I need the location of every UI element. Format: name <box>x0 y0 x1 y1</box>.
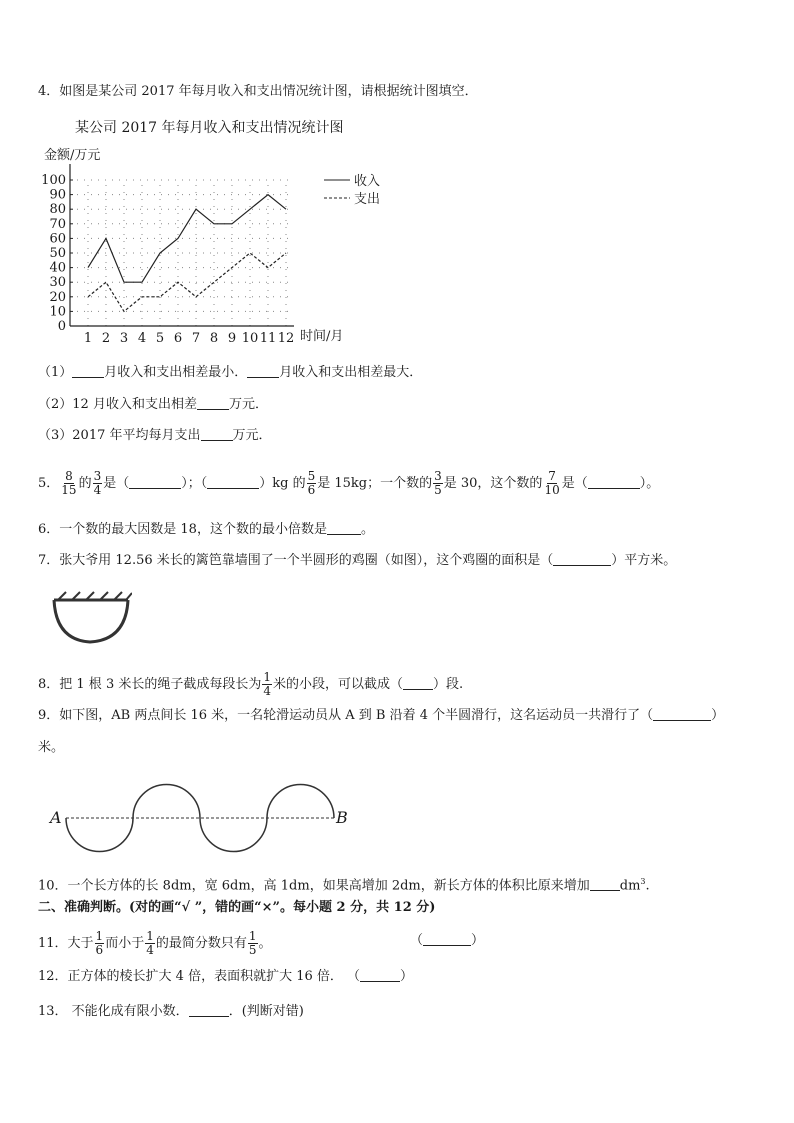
x-tick-label: 5 <box>155 331 165 346</box>
x-tick-label: 7 <box>191 331 201 346</box>
series-line-expense <box>88 253 286 311</box>
q13: 13． 不能化成有限小数． ．(判断对错) <box>38 1004 304 1019</box>
answer-blank-11[interactable] <box>423 931 471 946</box>
answer-blank-3[interactable] <box>201 426 233 441</box>
answer-blank-1b[interactable] <box>247 363 279 378</box>
y-tick-label: 40 <box>49 260 66 276</box>
y-axis-label: 金额/万元 <box>44 148 101 163</box>
x-tick-label: 8 <box>209 331 219 346</box>
section-2-title: 二、准确判断。(对的画“√ ”，错的画“×”。每小题 2 分，共 12 分) <box>38 900 436 915</box>
x-axis-label: 时间/月 <box>300 329 344 344</box>
x-tick-label: 6 <box>173 331 183 346</box>
legend-label: 支出 <box>354 192 381 207</box>
x-tick-label: 12 <box>277 331 295 346</box>
y-tick-label: 90 <box>49 187 66 203</box>
x-tick-label: 3 <box>119 331 129 346</box>
y-tick-label: 60 <box>49 231 66 247</box>
q9: 9．如下图，AB 两点间长 16 米，一名轮滑运动员从 A 到 B 沿着 4 个半圆滑行，这名运动员一共滑行了（ ） <box>38 708 725 723</box>
answer-blank-7[interactable] <box>553 551 611 566</box>
y-tick-label: 20 <box>49 289 66 305</box>
point-b-label: B <box>336 808 348 827</box>
y-tick-label: 30 <box>49 275 66 291</box>
q4-sub3: （3）2017 年平均每月支出 万元． <box>38 428 272 443</box>
answer-blank-2[interactable] <box>197 395 229 410</box>
answer-blank-12[interactable] <box>360 967 400 982</box>
chart-legend <box>324 173 380 207</box>
q4-sub1: （1） 月收入和支出相差最小． 月收入和支出相差最大． <box>38 365 423 380</box>
y-tick-label: 70 <box>49 216 66 232</box>
q9-unit: 米。 <box>38 740 65 755</box>
q11: 11．大于 $\frac{1}{6}$ 而小于 $\frac{1}{4}$ 的最简分数只有 $\frac{1}{5}$ 。 <box>38 929 272 957</box>
y-tick-label: 80 <box>49 202 66 218</box>
semicircle-path-figure <box>46 778 366 854</box>
answer-blank-9[interactable] <box>653 706 711 721</box>
x-tick-label: 2 <box>101 331 111 346</box>
y-tick-label: 100 <box>41 173 66 188</box>
chart-grid <box>70 180 290 326</box>
answer-blank-8[interactable] <box>403 675 433 690</box>
answer-blank-5c[interactable] <box>588 474 640 489</box>
line-chart <box>38 140 398 352</box>
legend-label: 收入 <box>354 174 381 189</box>
answer-blank-5b[interactable] <box>207 474 259 489</box>
q4-sub2: （2）12 月收入和支出相差 万元． <box>38 397 268 412</box>
x-tick-label: 11 <box>259 331 277 346</box>
answer-blank-10[interactable] <box>590 876 620 891</box>
q10: 10．一个长方体的长 8dm，宽 6dm，高 1dm，如果高增加 2dm，新长方体的体积比原来增加 $dm^3$. <box>38 877 650 894</box>
x-tick-label: 4 <box>137 331 147 346</box>
x-tick-label: 1 <box>83 331 93 346</box>
x-tick-label: 9 <box>227 331 237 346</box>
chart-title: 某公司 2017 年每月收入和支出情况统计图 <box>75 120 344 136</box>
chart-ticks <box>41 173 294 346</box>
answer-blank-13[interactable] <box>189 1002 229 1017</box>
chart-axes <box>70 164 294 326</box>
y-tick-label: 50 <box>49 246 66 261</box>
y-tick-label: 0 <box>57 319 66 334</box>
q7: 7．张大爷用 12.56 米长的篱笆靠墙围了一个半圆形的鸡圈（如图），这个鸡圈的面积是（ ）平方米。 <box>38 553 677 568</box>
chicken-coop-figure <box>48 588 132 648</box>
q5: 5． $\frac{8}{15}$ 的 $\frac{3}{4}$ 是（ ）；（ ）kg 的 $\frac{5}{6}$ 是 15kg；一个数的 $\frac{3}{5}$ 是 30，这个数的 $\frac{7}{10}$ 是（ ）。 <box>38 469 660 497</box>
answer-blank-6[interactable] <box>327 520 361 535</box>
q4-intro: 4．如图是某公司 2017 年每月收入和支出情况统计图，请根据统计图填空． <box>38 84 478 99</box>
x-tick-label: 10 <box>241 331 259 346</box>
series-line-income <box>88 195 286 283</box>
answer-blank-5a[interactable] <box>129 474 181 489</box>
q8: 8．把 1 根 3 米长的绳子截成每段长为 $\frac{1}{4}$ 米的小段，可以截成（ ）段. <box>38 670 464 698</box>
point-a-label: A <box>50 808 62 827</box>
chart-series <box>88 195 286 312</box>
q12: 12．正方体的棱长扩大 4 倍，表面积就扩大 16 倍． （ ） <box>38 969 414 984</box>
answer-blank-1a[interactable] <box>72 363 104 378</box>
q6: 6．一个数的最大因数是 18，这个数的最小倍数是 。 <box>38 522 374 537</box>
q11-answer: （ ） <box>410 933 485 948</box>
y-tick-label: 10 <box>49 304 66 320</box>
